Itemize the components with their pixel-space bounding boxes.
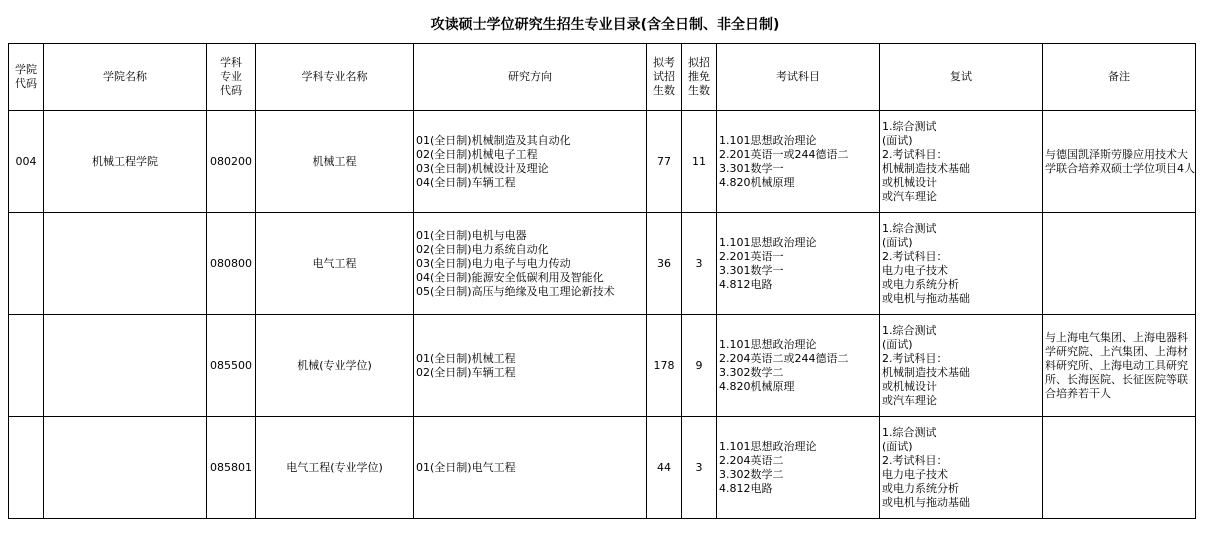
- college-code-cell: [9, 315, 44, 417]
- plan-exempt-cell: 3: [682, 213, 717, 315]
- header-college-name: 学院名称: [44, 44, 207, 111]
- remarks-cell: [1043, 213, 1196, 315]
- plan-exam-cell: 178: [647, 315, 682, 417]
- college-code-cell: [9, 417, 44, 519]
- table-row: [9, 111, 1196, 213]
- retest-cell: 1.综合测试 (面试) 2.考试科目： 电力电子技术 或电力系统分析 或电机与拖动基础: [880, 213, 1043, 315]
- direction-cell: 01(全日制)电气工程: [414, 417, 647, 519]
- major-code-cell: 080200: [207, 111, 256, 213]
- college-name-cell: [44, 213, 207, 315]
- major-name-cell: 机械工程: [256, 111, 414, 213]
- plan-exempt-cell: 11: [682, 111, 717, 213]
- header-remarks: 备注: [1043, 44, 1196, 111]
- header-college-code: 学院 代码: [9, 44, 44, 111]
- page-title: 攻读硕士学位研究生招生专业目录(含全日制、非全日制): [430, 17, 780, 33]
- header-major-code: 学科 专业 代码: [207, 44, 256, 111]
- plan-exam-cell: 44: [647, 417, 682, 519]
- direction-cell: 01(全日制)电机与电器 02(全日制)电力系统自动化 03(全日制)电力电子与电力传动 04(全日制)能源安全低碳利用及智能化 05(全日制)高压与绝缘及电工理论新技术: [414, 213, 647, 315]
- plan-exam-cell: 36: [647, 213, 682, 315]
- plan-exempt-cell: 9: [682, 315, 717, 417]
- major-code-cell: 085500: [207, 315, 256, 417]
- college-code-cell: [9, 213, 44, 315]
- plan-exam-cell: 77: [647, 111, 682, 213]
- subjects-cell: 1.101思想政治理论 2.204英语二 3.302数学二 4.812电路: [717, 417, 880, 519]
- major-name-cell: 电气工程(专业学位): [256, 417, 414, 519]
- retest-cell: 1.综合测试 (面试) 2.考试科目： 机械制造技术基础 或机械设计 或汽车理论: [880, 315, 1043, 417]
- major-code-cell: 085801: [207, 417, 256, 519]
- header-plan-exam: 拟考 试招 生数: [647, 44, 682, 111]
- header-direction: 研究方向: [414, 44, 647, 111]
- header-retest: 复试: [880, 44, 1043, 111]
- header-plan-exempt: 拟招 推免 生数: [682, 44, 717, 111]
- subjects-cell: 1.101思想政治理论 2.204英语二或244德语二 3.302数学二 4.820机械原理: [717, 315, 880, 417]
- college-code-cell: 004: [9, 111, 44, 213]
- subjects-cell: 1.101思想政治理论 2.201英语一或244德语二 3.301数学一 4.820机械原理: [717, 111, 880, 213]
- college-name-cell: [44, 315, 207, 417]
- college-name-cell: 机械工程学院: [44, 111, 207, 213]
- remarks-cell: 与德国凯泽斯劳滕应用技术大学联合培养双硕士学位项目4人: [1043, 111, 1196, 213]
- table-row: [9, 315, 1196, 417]
- major-name-cell: 机械(专业学位): [256, 315, 414, 417]
- header-subjects: 考试科目: [717, 44, 880, 111]
- catalog-table: [8, 43, 1196, 519]
- plan-exempt-cell: 3: [682, 417, 717, 519]
- table-row: [9, 213, 1196, 315]
- subjects-cell: 1.101思想政治理论 2.201英语一 3.301数学一 4.812电路: [717, 213, 880, 315]
- college-name-cell: [44, 417, 207, 519]
- retest-cell: 1.综合测试 (面试) 2.考试科目： 机械制造技术基础 或机械设计 或汽车理论: [880, 111, 1043, 213]
- remarks-cell: 与上海电气集团、上海电器科学研究院、上汽集团、上海材料研究所、上海电动工具研究所、长海医院、长征医院等联合培养若干人: [1043, 315, 1196, 417]
- major-code-cell: 080800: [207, 213, 256, 315]
- direction-cell: 01(全日制)机械制造及其自动化 02(全日制)机械电子工程 03(全日制)机械设计及理论 04(全日制)车辆工程: [414, 111, 647, 213]
- header-row: [9, 44, 1196, 111]
- major-name-cell: 电气工程: [256, 213, 414, 315]
- retest-cell: 1.综合测试 (面试) 2.考试科目： 电力电子技术 或电力系统分析 或电机与拖动基础: [880, 417, 1043, 519]
- remarks-cell: [1043, 417, 1196, 519]
- header-major-name: 学科专业名称: [256, 44, 414, 111]
- direction-cell: 01(全日制)机械工程 02(全日制)车辆工程: [414, 315, 647, 417]
- table-row: [9, 417, 1196, 519]
